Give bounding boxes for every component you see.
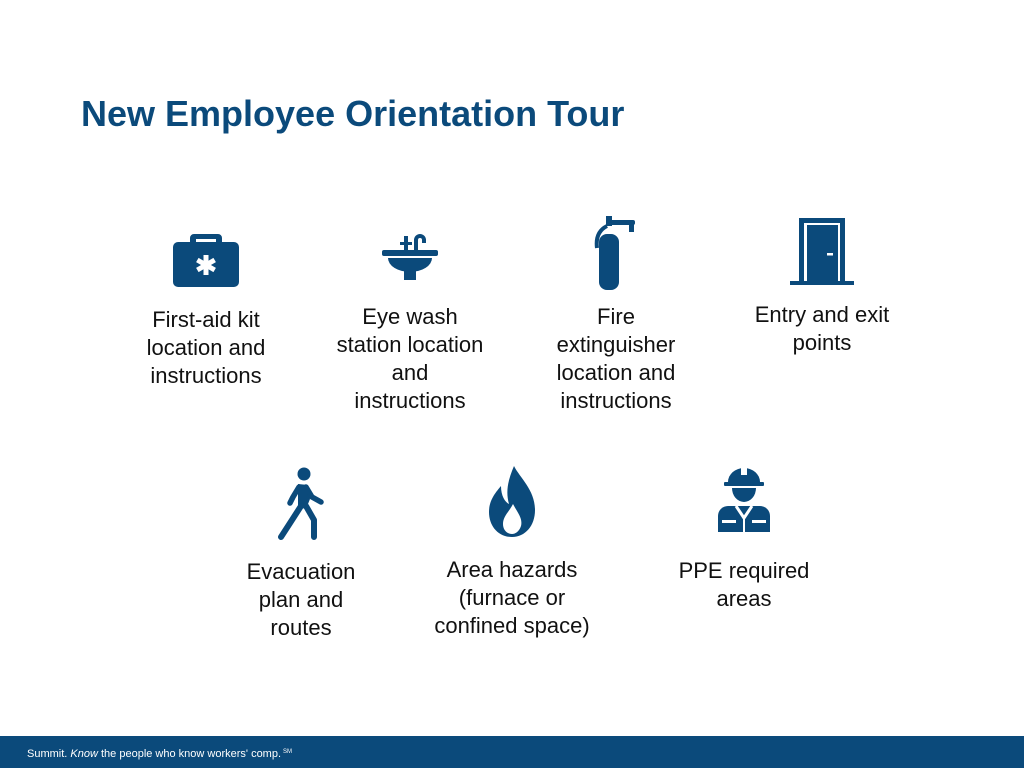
- walking-person-icon: [275, 466, 327, 540]
- item-label: Area hazards (furnace or confined space): [434, 557, 590, 638]
- service-mark: SM: [283, 749, 293, 755]
- item-label: Fire extinguisher location and instructions: [556, 304, 676, 413]
- item-eye-wash: [320, 226, 500, 426]
- footer-bar: [0, 736, 1024, 768]
- worker-hardhat-vest-icon: [716, 462, 772, 534]
- first-aid-kit-icon: [172, 228, 240, 288]
- item-entry-exit: [732, 214, 912, 364]
- item-first-aid-kit: [124, 226, 288, 396]
- footer-tagline: Summit. Know the people who know workers' comp. ℠: [27, 748, 293, 760]
- item-ppe: [654, 462, 834, 622]
- item-label: First-aid kit location and instructions: [146, 307, 266, 388]
- page-title: New Employee Orientation Tour: [81, 93, 625, 134]
- item-label: Eye wash station location and instructions: [336, 304, 484, 413]
- item-label: Entry and exit points: [754, 302, 890, 355]
- fire-extinguisher-icon: [593, 216, 639, 290]
- item-label: PPE required areas: [678, 558, 810, 611]
- item-evacuation: [228, 466, 374, 646]
- item-area-hazards: [412, 466, 612, 646]
- door-icon: [790, 216, 854, 286]
- flame-icon: [487, 466, 537, 538]
- eye-wash-sink-icon: [380, 228, 440, 282]
- item-fire-extinguisher: [536, 214, 696, 414]
- item-label: Evacuation plan and routes: [246, 559, 356, 640]
